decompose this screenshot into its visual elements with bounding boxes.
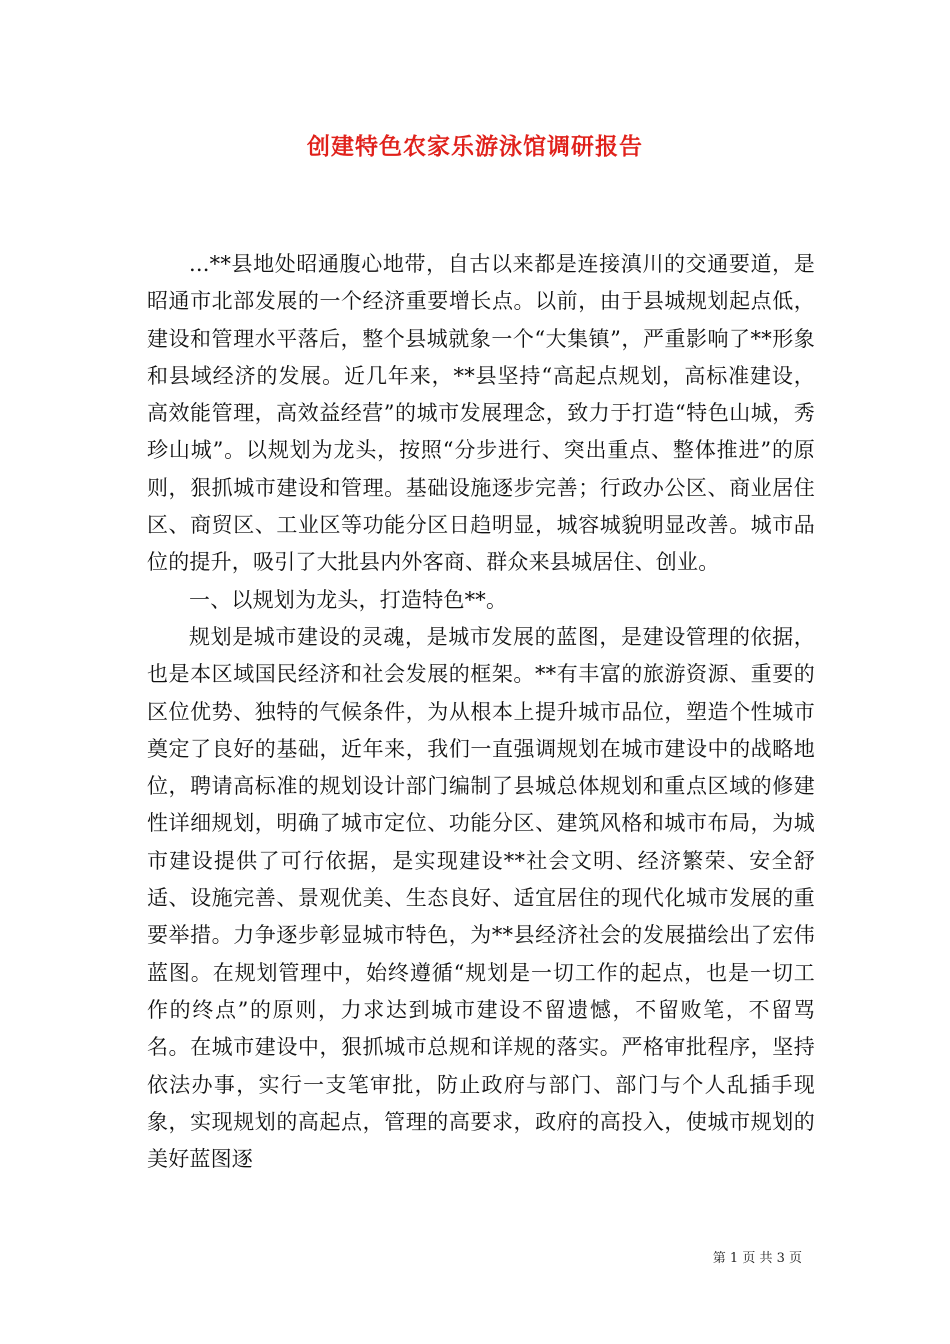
- paragraph-intro: ...**县地处昭通腹心地带，自古以来都是连接滇川的交通要道，是昭通市北部发展的一个经济重要增长点。以前，由于县城规划起点低，建设和管理水平落后，整个县城就象一个“大集镇”，严重影响了**形象和县域经济的发展。近几年来，**县坚持“高起点规划，高标准建设，高效能管理，高效益经营”的城市发展理念，致力于打造“特色山城，秀珍山城”。以规划为龙头，按照“分步进行、突出重点、整体推进”的原则，狠抓城市建设和管理。基础设施逐步完善；行政办公区、商业居住区、商贸区、工业区等功能分区日趋明显，城容城貌明显改善。城市品位的提升，吸引了大批县内外客商、群众来县城居住、创业。: [147, 252, 815, 575]
- section-heading-1: 一、以规划为龙头，打造特色**。: [189, 587, 508, 612]
- document-body: [147, 246, 815, 1178]
- paragraph-planning: 规划是城市建设的灵魂，是城市发展的蓝图，是建设管理的依据，也是本区域国民经济和社会发展的框架。**有丰富的旅游资源、重要的区位优势、独特的气候条件，为从根本上提升城市品位，塑造个性城市奠定了良好的基础，近年来，我们一直强调规划在城市建设中的战略地位，聘请高标准的规划设计部门编制了县城总体规划和重点区域的修建性详细规划，明确了城市定位、功能分区、建筑风格和城市布局，为城市建设提供了可行依据，是实现建设**社会文明、经济繁荣、安全舒适、设施完善、景观优美、生态良好、适宜居住的现代化城市发展的重要举措。力争逐步彰显城市特色，为**县经济社会的发展描绘出了宏伟蓝图。在规划管理中，始终遵循“规划是一切工作的起点，也是一切工作的终点”的原则，力求达到城市建设不留遗憾，不留败笔，不留骂名。在城市建设中，狠抓城市总规和详规的落实。严格审批程序，坚持依法办事，实行一支笔审批，防止政府与部门、部门与个人乱插手现象，实现规划的高起点，管理的高要求，政府的高投入，使城市规划的美好蓝图逐: [147, 624, 815, 1172]
- page-number: 第 1 页 共 3 页: [712, 1251, 802, 1266]
- page-title: 创建特色农家乐游泳馆调研报告: [307, 133, 643, 160]
